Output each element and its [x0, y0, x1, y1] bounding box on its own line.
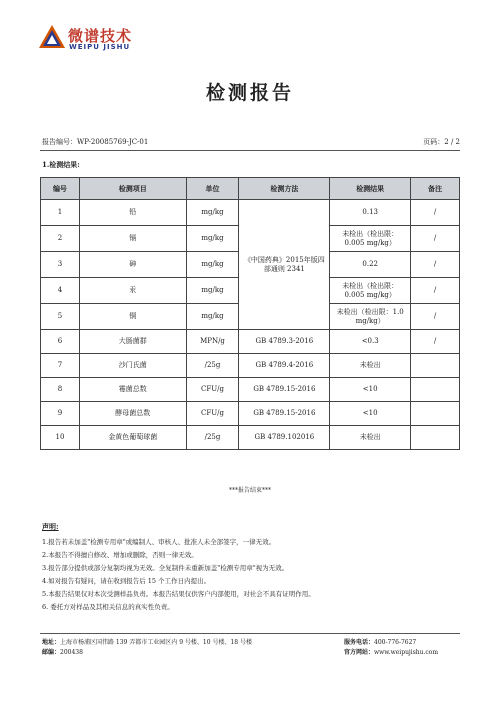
cell-unit: MPN/g [186, 330, 239, 354]
cell-no: 2 [41, 226, 80, 252]
logo-mark-icon [38, 24, 66, 50]
cell-unit: mg/kg [186, 278, 239, 304]
cell-item: 沙门氏菌 [79, 354, 186, 378]
cell-item: 砷 [79, 252, 186, 278]
header-cell: 检测结果 [330, 178, 411, 200]
footer-divider [40, 633, 460, 634]
cell-result: <10 [330, 378, 411, 402]
cell-no: 1 [41, 200, 80, 226]
footer-postcode [42, 647, 83, 656]
phone-label: 服务电话： [344, 639, 375, 646]
declaration-item: 1.报告若未加盖"检测专用章"或编制人、审核人、批准人未全部签字，一律无效。 [42, 538, 276, 546]
cell-item: 铅 [79, 200, 186, 226]
cell-item: 镉 [79, 226, 186, 252]
cell-note [411, 402, 460, 426]
cell-item: 霉菌总数 [79, 378, 186, 402]
cell-unit: CFU/g [186, 378, 239, 402]
header-cell: 单位 [186, 178, 239, 200]
footer-website [344, 647, 438, 656]
address-value: 上海市杨浦区国伟路 139 弄都市工业园区内 9 号楼、10 号楼、18 号楼 [60, 639, 252, 646]
results-table [40, 177, 460, 450]
page-number-label: 页码： [423, 138, 445, 146]
header-cell: 检测项目 [79, 178, 186, 200]
cell-method: GB 4789.3-2016 [239, 330, 330, 354]
cell-method: GB 4789.15-2016 [239, 402, 330, 426]
cell-result: 未检出（检出限：1.0 mg/kg） [330, 304, 411, 330]
header-cell: 备注 [411, 178, 460, 200]
cell-no: 3 [41, 252, 80, 278]
header-divider [40, 150, 460, 151]
cell-method-merged: 《中国药典》2015年版四部通则 2341 [239, 200, 330, 330]
address-label: 地址： [42, 639, 61, 646]
company-logo [38, 24, 158, 54]
report-number-value: WP-20085769-JC-01 [77, 138, 149, 146]
cell-method: GB 4789.102016 [239, 426, 330, 450]
cell-method: GB 4789.15-2016 [239, 378, 330, 402]
cell-result: <0.3 [330, 330, 411, 354]
cell-item: 酵母菌总数 [79, 402, 186, 426]
logo-name-en: WEIPU JISHU [69, 43, 131, 51]
cell-result: 未检出 [330, 354, 411, 378]
cell-note: / [411, 200, 460, 226]
table-row [41, 378, 460, 402]
cell-unit: mg/kg [186, 226, 239, 252]
cell-note: / [411, 304, 460, 330]
table-row [41, 330, 460, 354]
cell-note [411, 378, 460, 402]
cell-result: 未检出 [330, 426, 411, 450]
cell-result: 0.22 [330, 252, 411, 278]
cell-result: 0.13 [330, 200, 411, 226]
cell-note [411, 426, 460, 450]
page-title: 检测报告 [205, 82, 294, 104]
declaration-item: 4.如对报告有疑问，请在收到报告后 15 个工作日内提出。 [42, 577, 211, 585]
cell-note: / [411, 330, 460, 354]
declaration-item: 5.本报告结果仅对本次受测样品负责。本报告结果仅供客户内部使用，对社会不具有证明作用。 [42, 590, 315, 598]
header-cell: 编号 [41, 178, 80, 200]
cell-no: 10 [41, 426, 80, 450]
cell-note: / [411, 278, 460, 304]
cell-unit: CFU/g [186, 402, 239, 426]
declaration-item: 6. 委托方对样品及其相关信息的真实性负责。 [42, 603, 174, 611]
cell-item: 金黄色葡萄球菌 [79, 426, 186, 450]
cell-unit: mg/kg [186, 252, 239, 278]
table-row [41, 354, 460, 378]
cell-method: GB 4789.4-2016 [239, 354, 330, 378]
website-label: 官方网站： [344, 649, 375, 656]
cell-unit: /25g [186, 354, 239, 378]
cell-no: 5 [41, 304, 80, 330]
report-end-note: ***报告结束*** [228, 487, 271, 494]
declaration-item: 2.本报告不得擅自修改、增加或删除，否则一律无效。 [42, 551, 198, 559]
cell-item: 大肠菌群 [79, 330, 186, 354]
cell-note: / [411, 226, 460, 252]
page-number-value: 2 / 2 [444, 138, 460, 146]
cell-note: / [411, 252, 460, 278]
footer-phone [344, 637, 416, 646]
footer-address [42, 637, 252, 646]
table-row [41, 402, 460, 426]
cell-result: <10 [330, 402, 411, 426]
phone-value: 400-776-7627 [374, 639, 417, 646]
report-number [42, 137, 148, 147]
postcode-value: 200438 [60, 649, 83, 656]
report-number-label: 报告编号： [42, 138, 77, 146]
logo-name-cn: 微谱技术 [68, 27, 133, 45]
cell-no: 4 [41, 278, 80, 304]
page-number [423, 137, 460, 147]
postcode-label: 邮编： [42, 649, 61, 656]
declaration-title: 声明: [42, 522, 59, 531]
cell-note [411, 354, 460, 378]
cell-no: 6 [41, 330, 80, 354]
table-row [41, 426, 460, 450]
cell-item: 汞 [79, 278, 186, 304]
declaration-item: 3.报告部分提供或部分复制均视为无效。全复制件未重新加盖"检测专用章"视为无效。 [42, 564, 289, 572]
cell-unit: /25g [186, 426, 239, 450]
cell-result: 未检出（检出限：0.005 mg/kg） [330, 278, 411, 304]
cell-unit: mg/kg [186, 304, 239, 330]
cell-no: 9 [41, 402, 80, 426]
cell-result: 未检出（检出限：0.005 mg/kg） [330, 226, 411, 252]
cell-unit: mg/kg [186, 200, 239, 226]
table-header-row [41, 178, 460, 200]
cell-no: 8 [41, 378, 80, 402]
cell-item: 铜 [79, 304, 186, 330]
section-title: 1.检测结果: [42, 160, 80, 169]
header-cell: 检测方法 [239, 178, 330, 200]
cell-no: 7 [41, 354, 80, 378]
website-value: www.weipujishu.com [374, 649, 439, 656]
table-row [41, 200, 460, 226]
